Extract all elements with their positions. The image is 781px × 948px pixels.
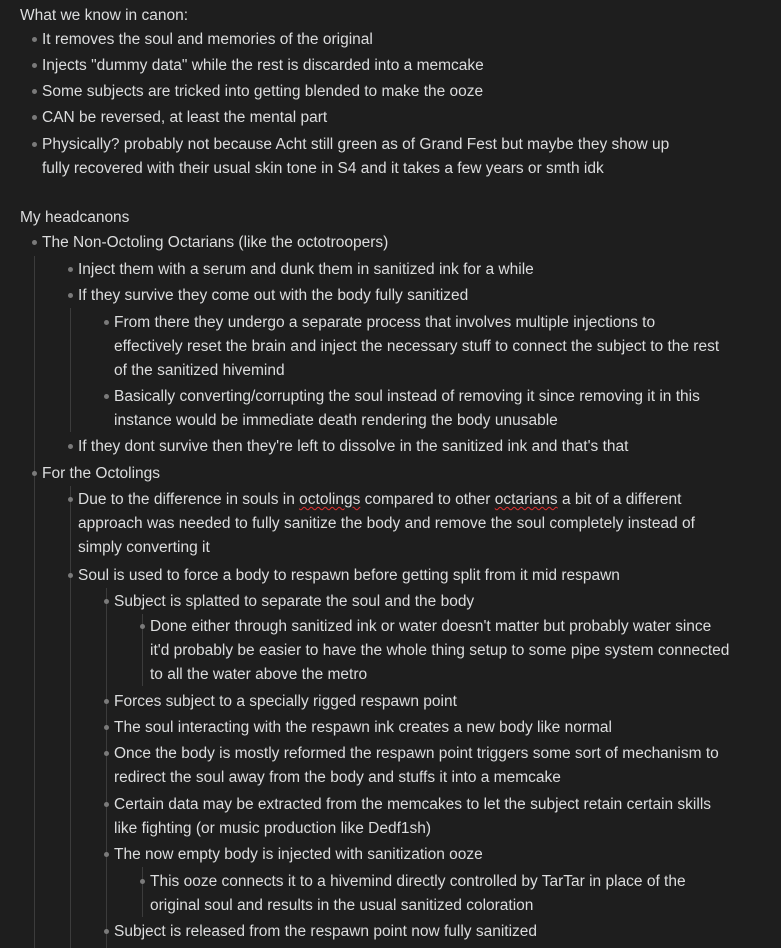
list-item[interactable]: Physically? probably not because Acht still green as of Grand Fest but maybe they show up fully recovered with their usual skin tone in S4 and it takes a few years or smth idk [42, 133, 692, 181]
bullet-icon [68, 293, 73, 298]
bullet-icon [104, 802, 109, 807]
bullet-icon [32, 37, 37, 42]
indent-guide [70, 486, 71, 948]
list-item[interactable]: The Non-Octoling Octarians (like the octotroopers) [42, 231, 662, 255]
bullet-icon [104, 599, 109, 604]
headcanons-heading: My headcanons [20, 209, 130, 226]
list-item[interactable]: Done either through sanitized ink or water doesn't matter but probably water since it'd probably be easier to have the whole thing setup to some pipe system connected to all the water above the metro [150, 615, 730, 687]
list-item[interactable]: For the Octolings [42, 462, 662, 486]
bullet-icon [68, 444, 73, 449]
list-item[interactable]: Injects "dummy data" while the rest is discarded into a memcake [42, 54, 662, 78]
list-item[interactable]: This ooze connects it to a hivemind directly controlled by TarTar in place of the original soul and results in the usual sanitized coloration [150, 870, 730, 918]
list-item[interactable]: Soul is used to force a body to respawn before getting split from it mid respawn [78, 564, 728, 588]
list-item[interactable]: Inject them with a serum and dunk them in sanitized ink for a while [78, 258, 728, 282]
bullet-icon [140, 624, 145, 629]
list-item[interactable]: Subject is splatted to separate the soul and the body [114, 590, 724, 614]
list-item[interactable]: Basically converting/corrupting the soul instead of removing it since removing it in this instance would be immediate death rendering the body unusable [114, 385, 724, 433]
list-item[interactable]: From there they undergo a separate process that involves multiple injections to effectively reset the brain and inject the necessary stuff to connect the subject to the rest of the sanitized hivemind [114, 311, 724, 383]
list-item[interactable]: Subject is released from the respawn point now fully sanitized [114, 920, 724, 944]
bullet-icon [104, 751, 109, 756]
bullet-icon [104, 725, 109, 730]
indent-guide [142, 867, 143, 917]
bullet-icon [68, 497, 73, 502]
list-item[interactable]: If they dont survive then they're left to dissolve in the sanitized ink and that's that [78, 435, 728, 459]
bullet-icon [68, 267, 73, 272]
bullet-icon [68, 573, 73, 578]
list-item[interactable]: Due to the difference in souls in octolings compared to other octarians a bit of a different approach was needed to fully sanitize the body and remove the soul completely instead of simply converting it [78, 488, 718, 560]
bullet-icon [104, 852, 109, 857]
list-item[interactable]: The now empty body is injected with sanitization ooze [114, 843, 724, 867]
bullet-icon [32, 89, 37, 94]
list-item[interactable]: If they survive they come out with the body fully sanitized [78, 284, 728, 308]
list-item[interactable]: Once the body is mostly reformed the respawn point triggers some sort of mechanism to redirect the soul away from the body and stuffs it into a memcake [114, 742, 724, 790]
bullet-icon [32, 471, 37, 476]
list-item[interactable]: The soul interacting with the respawn ink creates a new body like normal [114, 716, 724, 740]
indent-guide [70, 308, 71, 432]
spellcheck-word[interactable]: octolings [299, 491, 361, 508]
bullet-icon [32, 63, 37, 68]
bullet-icon [104, 394, 109, 399]
bullet-icon [140, 879, 145, 884]
indent-guide [34, 256, 35, 948]
spellcheck-word[interactable]: octarians [494, 491, 558, 508]
list-item[interactable]: Certain data may be extracted from the memcakes to let the subject retain certain skills like fighting (or music production like Dedf1sh) [114, 793, 724, 841]
bullet-icon [32, 142, 37, 147]
bullet-icon [104, 929, 109, 934]
list-item[interactable]: Some subjects are tricked into getting blended to make the ooze [42, 80, 662, 104]
canon-heading: What we know in canon: [20, 7, 189, 24]
bullet-icon [32, 240, 37, 245]
indent-guide [106, 588, 107, 948]
bullet-icon [104, 320, 109, 325]
list-item[interactable]: It removes the soul and memories of the original [42, 28, 662, 52]
list-item[interactable]: Forces subject to a specially rigged respawn point [114, 690, 724, 714]
bullet-icon [104, 699, 109, 704]
bullet-icon [32, 115, 37, 120]
list-item[interactable]: CAN be reversed, at least the mental part [42, 106, 662, 130]
